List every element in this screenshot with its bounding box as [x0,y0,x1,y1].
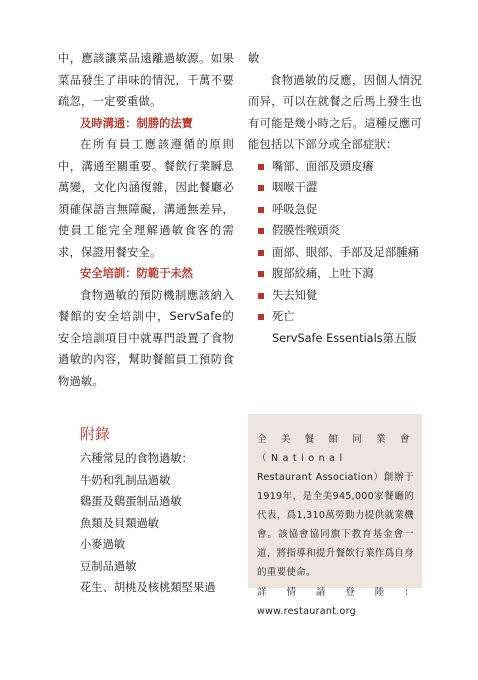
appendix-item: 牛奶和乳制品過敏 [80,473,171,487]
symptom-item: 面部、眼部、手部及足部腫痛 [248,242,422,264]
appendix-item: 豆制品過敏 [80,559,137,573]
appendix-item: 魚類及貝類過敏 [80,516,160,530]
right-paragraph-1: 食物過敏的反應，因個人情況而异，可以在就餐之后馬上發生也有可能是幾小時之后。這種反應可能包括以下部分或全部症狀： [248,73,422,151]
symptom-item: 咽喉干澀 [248,177,422,199]
bullet-square-icon [258,228,264,234]
info-box-first-line: 全美餐館同業會（National [257,434,414,464]
left-column [58,48,234,392]
section-heading-training: 安全培訓：防範于未然 [80,266,193,280]
info-box-url: 詳情請登陸：www.restaurant.org [257,587,414,617]
info-box-body: Restaurant Association）創辦于1919年，是全美945,000家餐廳的代表，爲1,310萬勞動力提供就業機會。該協會協同旗下教育基金會一道，將指導和提升餐飲行業作爲自身的重要使命。 [257,472,414,578]
bullet-square-icon [258,271,264,277]
bullet-square-icon [258,314,264,320]
left-paragraph-3: 食物過敏的預防機制應該納入餐館的安全培訓中，ServSafe的安全培訓項目中就專門設置了食物過敏的內容，幫助餐館員工預防食物過敏。 [58,288,234,388]
edition-reference: ServSafe Essentials第五版 [272,331,417,345]
appendix-title: 附錄 [80,425,111,443]
left-paragraph-1: 中，應該讓菜品遠離過敏源。如果菜品發生了串味的情況，千萬不要疏忽，一定要重做。 [58,52,234,108]
appendix-item: 鷄蛋及鷄蛋制品過敏 [80,495,182,508]
section-heading-communication: 及時溝通：制勝的法寶 [80,115,193,130]
right-continuation: 敏 [248,52,260,65]
symptom-item: 死亡 [248,306,422,328]
bullet-square-icon [258,164,264,170]
bullet-square-icon [258,207,264,213]
association-info-box [248,414,422,617]
symptom-list [248,156,422,328]
appendix-item: 花生、胡桃及核桃類堅果過 [80,581,216,594]
symptom-item: 呼吸急促 [248,199,422,221]
appendix-subtitle: 六種常見的食物過敏： [80,452,193,465]
symptom-item: 腹部絞痛，上吐下瀉 [248,263,422,285]
right-column [248,48,422,349]
appendix-section [58,424,234,599]
left-paragraph-2: 在所有員工應該遵循的原則中，溝通至關重要。餐飲行業瞬息萬變，文化內涵復雜，因此餐廳必須確保語言無障礙，溝通無差异，使員工能完全理解過敏食客的需求，保證用餐安全。 [58,138,234,259]
symptom-item: 失去知覺 [248,285,422,307]
symptom-item: 假膜性喉頭炎 [248,220,422,242]
appendix-item: 小麥過敏 [80,538,126,551]
symptom-item: 嘴部、面部及頭皮癢 [248,156,422,178]
bullet-square-icon [258,185,264,191]
bullet-square-icon [258,250,264,256]
bullet-square-icon [258,293,264,299]
